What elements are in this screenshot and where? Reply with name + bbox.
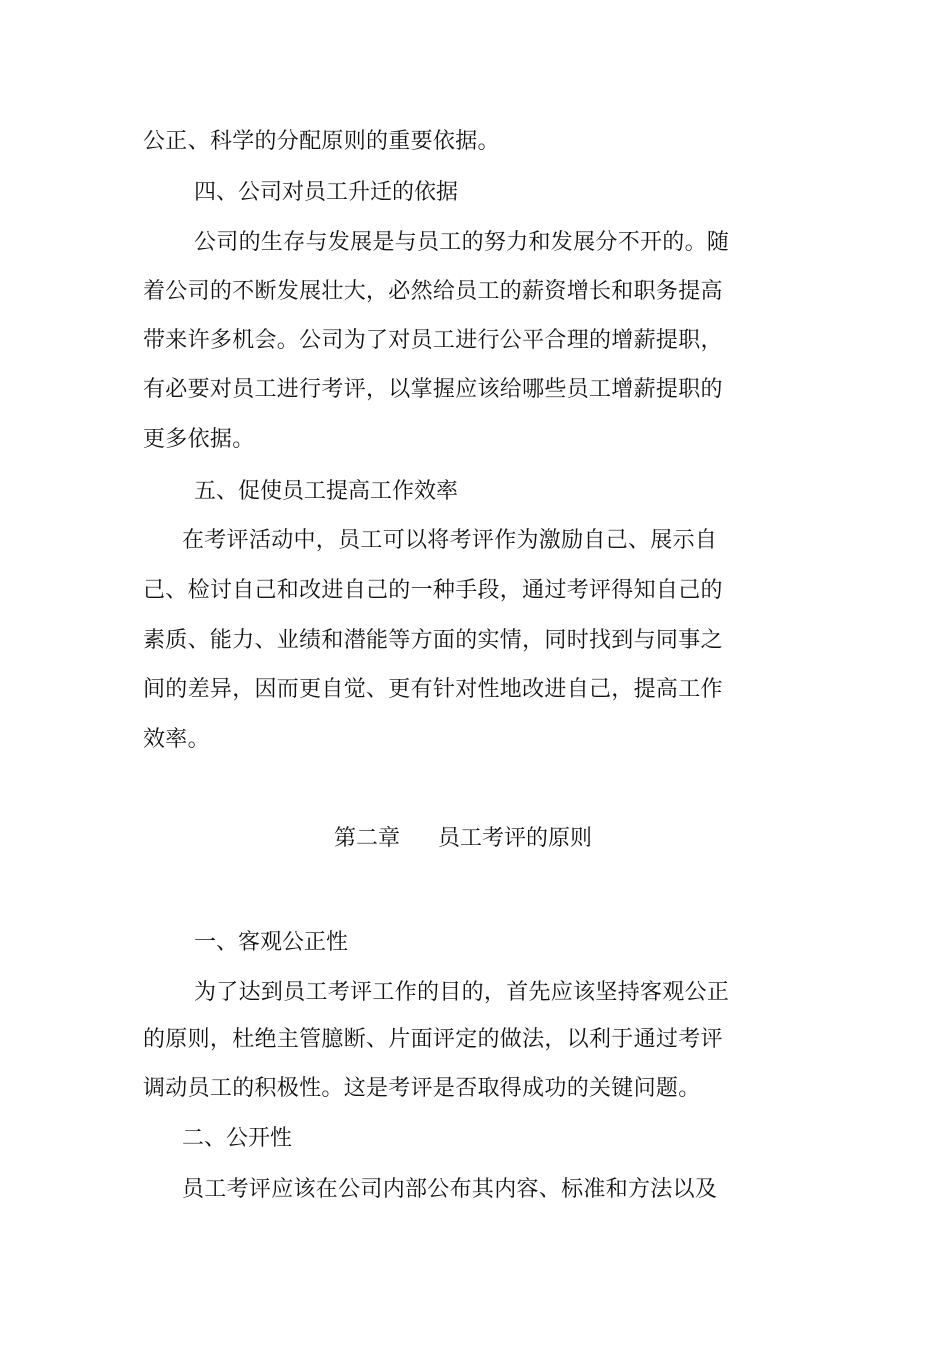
section5-paragraph-line: 在考评活动中，员工可以将考评作为激励自己、展示自 bbox=[182, 528, 718, 553]
section5-paragraph-line: 效率。 bbox=[143, 727, 210, 752]
section5-paragraph-line: 己、检讨自己和改进自己的一种手段，通过考评得知自己的 bbox=[143, 578, 723, 603]
chapter-name: 员工考评的原则 bbox=[438, 826, 593, 851]
section4-paragraph-line: 公司的生存与发展是与员工的努力和发展分不开的。随 bbox=[194, 230, 730, 255]
principle1-paragraph-line: 为了达到员工考评工作的目的，首先应该坚持客观公正 bbox=[194, 980, 730, 1005]
principle2-heading: 二、公开性 bbox=[182, 1126, 293, 1151]
section4-paragraph-line: 有必要对员工进行考评，以掌握应该给哪些员工增薪提职的 bbox=[143, 377, 723, 402]
section5-paragraph-line: 素质、能力、业绩和潜能等方面的实情，同时找到与同事之 bbox=[143, 628, 723, 653]
section5-paragraph-line: 间的差异，因而更自觉、更有针对性地改进自己，提高工作 bbox=[143, 677, 723, 702]
principle2-paragraph-line: 员工考评应该在公司内部公布其内容、标准和方法以及 bbox=[182, 1177, 718, 1202]
section4-paragraph-line: 带来许多机会。公司为了对员工进行公平合理的增薪提职， bbox=[143, 328, 723, 353]
section5-heading: 五、促使员工提高工作效率 bbox=[194, 479, 459, 504]
chapter-title bbox=[334, 824, 592, 854]
principle1-paragraph-line: 调动员工的积极性。这是考评是否取得成功的关键问题。 bbox=[143, 1076, 701, 1101]
principle1-paragraph-line: 的原则，杜绝主管臆断、片面评定的做法，以利于通过考评 bbox=[143, 1027, 723, 1052]
principle1-heading: 一、客观公正性 bbox=[194, 930, 349, 955]
section4-heading: 四、公司对员工升迁的依据 bbox=[194, 180, 459, 205]
section4-paragraph-line: 更多依据。 bbox=[143, 427, 255, 452]
section4-paragraph-line: 着公司的不断发展壮大，必然给员工的薪资增长和职务提高 bbox=[143, 279, 723, 304]
chapter-number: 第二章 bbox=[334, 826, 401, 851]
section4-tail-line: 公正、科学的分配原则的重要依据。 bbox=[143, 129, 500, 154]
